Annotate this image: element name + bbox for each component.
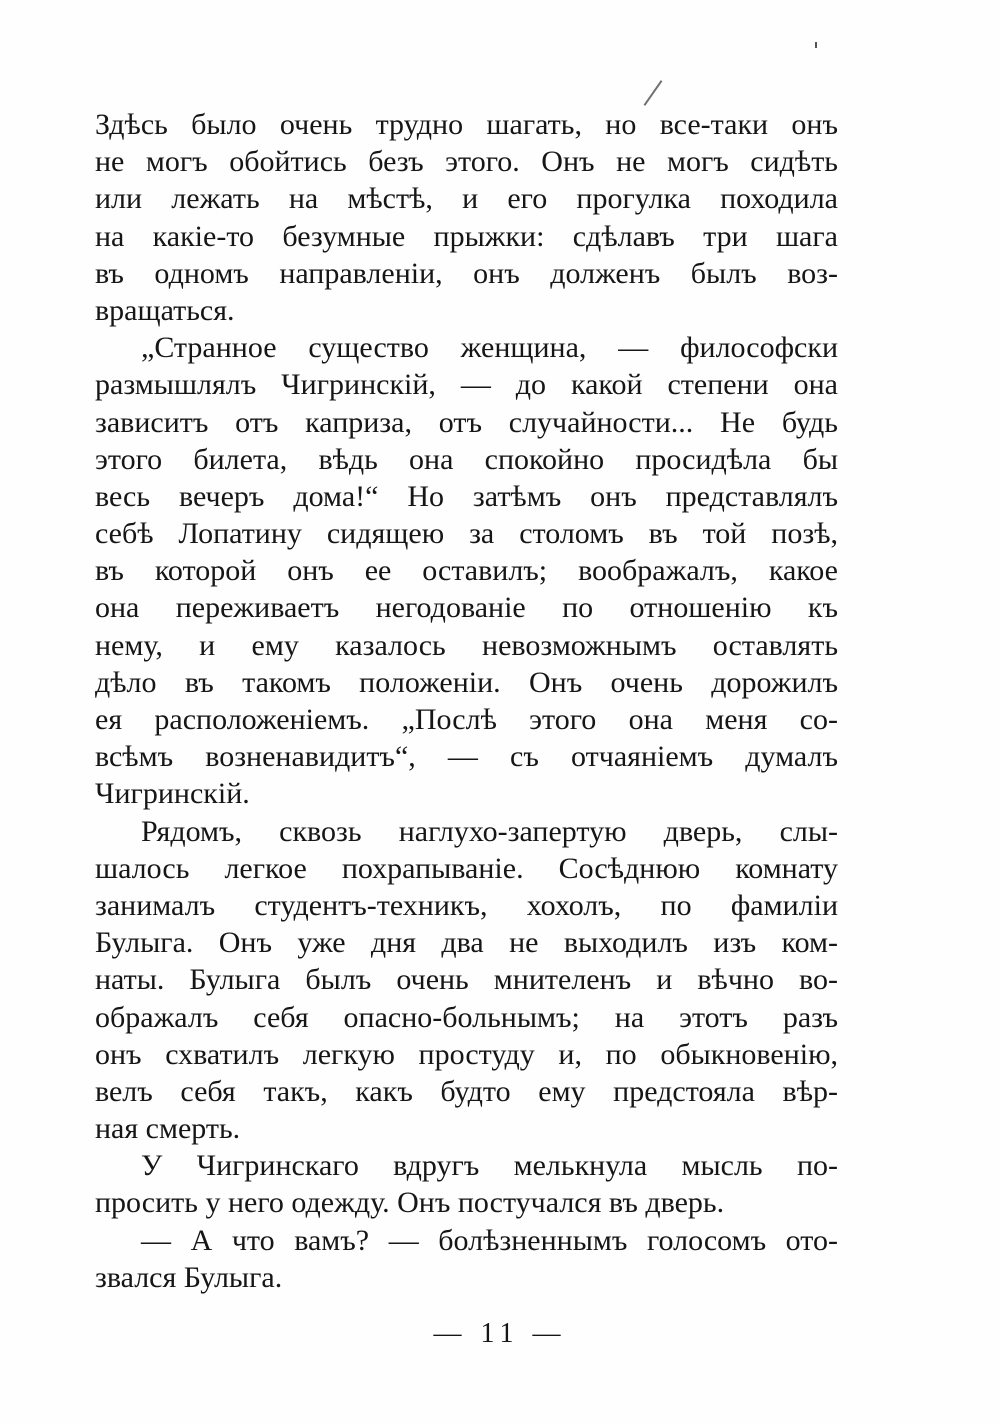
text-line: Рядомъ, сквозь наглухо-запертую дверь, слы-	[141, 814, 838, 848]
text-line: „Странное существо женщина, — философски	[141, 331, 838, 365]
text-line: У Чигринскаго вдругъ мелькнула мысль по-	[141, 1149, 838, 1183]
page-number: — 11 —	[433, 1318, 567, 1349]
text-line: — А что вамъ? — болѣзненнымъ голосомъ ото-	[141, 1223, 838, 1257]
text-line: зависитъ отъ каприза, отъ случайности... Не будь	[95, 405, 838, 439]
paragraph	[95, 813, 838, 1148]
text-line: или лежать на мѣстѣ, и его прогулка походила	[95, 182, 838, 216]
paragraph	[95, 329, 838, 812]
text-line: велъ себя такъ, какъ будто ему предстояла вѣр-	[95, 1074, 838, 1108]
pen-mark	[644, 80, 663, 106]
text-line: Чигринскій.	[95, 777, 250, 811]
scan-speck	[815, 42, 817, 48]
text-line: звался Булыга.	[95, 1260, 283, 1294]
text-line: не могъ обойтись безъ этого. Онъ не могъ сидѣть	[95, 145, 838, 179]
text-line: ображалъ себя опасно-больнымъ; на этотъ разъ	[95, 1000, 838, 1034]
paragraph	[95, 106, 838, 329]
text-line: занималъ студентъ-техникъ, хохолъ, по фамиліи	[95, 888, 838, 922]
text-line: себѣ Лопатину сидящею за столомъ въ той позѣ,	[95, 517, 838, 551]
text-line: въ одномъ направленіи, онъ долженъ былъ воз-	[95, 256, 838, 290]
body-text	[95, 106, 838, 1296]
text-line: просить у него одежду. Онъ постучался въ дверь.	[95, 1186, 725, 1220]
text-line: шалось легкое похрапываніе. Сосѣднюю комнату	[95, 851, 838, 885]
text-line: дѣло въ такомъ положеніи. Онъ очень дорожилъ	[95, 665, 838, 699]
text-line: весь вечеръ дома!“ Но затѣмъ онъ представлялъ	[95, 479, 838, 513]
text-line: ная смерть.	[95, 1112, 241, 1146]
text-line: она переживаетъ негодованіе по отношенію къ	[95, 591, 838, 625]
text-line: Здѣсь было очень трудно шагать, но все-таки онъ	[95, 108, 838, 141]
paragraph	[95, 1222, 838, 1296]
text-line: размышлялъ Чигринскій, — до какой степени она	[95, 368, 838, 402]
paragraph	[95, 1147, 838, 1221]
text-line: нему, и ему казалось невозможнымъ оставлять	[95, 628, 838, 662]
text-line: этого билета, вѣдь она спокойно просидѣла бы	[95, 442, 838, 476]
text-line: на какіе-то безумные прыжки: сдѣлавъ три шага	[95, 219, 838, 253]
text-line: Булыга. Онъ уже дня два не выходилъ изъ ком-	[95, 926, 838, 960]
text-line: онъ схватилъ легкую простуду и, по обыкновенію,	[95, 1037, 838, 1071]
text-line: наты. Булыга былъ очень мнителенъ и вѣчно во-	[95, 963, 838, 997]
text-line: всѣмъ возненавидитъ“, — съ отчаяніемъ думалъ	[95, 740, 838, 774]
text-line: вращаться.	[95, 293, 235, 327]
text-line: ея расположеніемъ. „Послѣ этого она меня со-	[95, 703, 838, 736]
text-line: въ которой онъ ее оставилъ; воображалъ, какое	[95, 554, 838, 588]
